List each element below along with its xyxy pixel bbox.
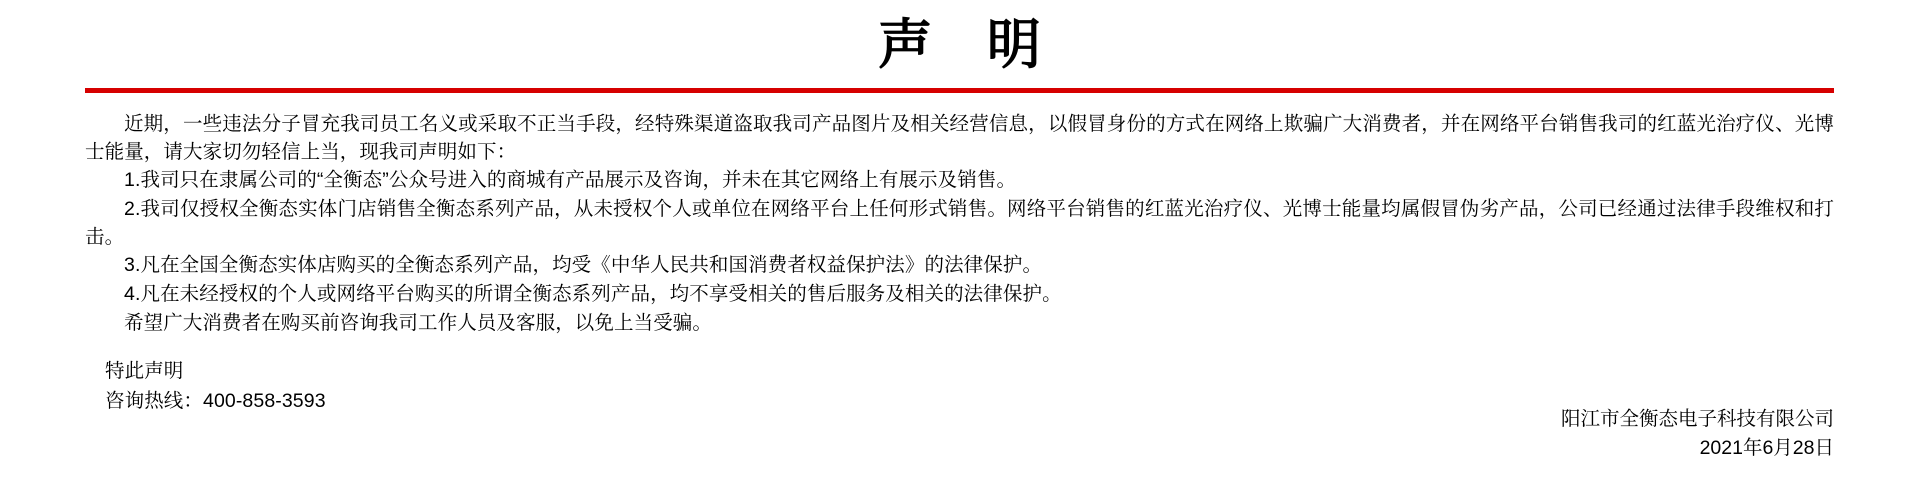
title-divider [85,88,1834,93]
paragraph-hope: 希望广大消费者在购买前咨询我司工作人员及客服，以免上当受骗。 [124,311,713,334]
closing-statement: 特此声明 [105,359,184,382]
signature-company: 阳江市全衡态电子科技有限公司 [1560,408,1834,431]
paragraph-intro: 近期，一些违法分子冒充我司员工名义或采取不正当手段，经特殊渠道盗取我司产品图片及相关经营信息，以假冒身份的方式在网络上欺骗广大消费者，并在网络平台销售我司的红蓝光治疗仪、光博士能量，请大家切勿轻信上当，现我司声明如下： [85,113,1834,163]
paragraph-item-4: 4.凡在未经授权的个人或网络平台购买的所谓全衡态系列产品，均不享受相关的售后服务及相关的法律保护。 [124,283,1062,306]
paragraph-item-2: 2.我司仅授权全衡态实体门店销售全衡态系列产品，从未授权个人或单位在网络平台上任何形式销售。网络平台销售的红蓝光治疗仪、光博士能量均属假冒伪劣产品，公司已经通过法律手段维权和打击。 [85,198,1834,248]
signature-date: 2021年6月28日 [1699,436,1834,459]
closing-hotline: 咨询热线：400-858-3593 [105,390,326,413]
signature-block [1561,405,1834,462]
paragraph-item-3: 3.凡在全国全衡态实体店购买的全衡态系列产品，均受《中华人民共和国消费者权益保护法》的法律保护。 [124,254,1043,277]
document-body [85,111,1834,416]
page-title: 声 明 [878,13,1059,76]
paragraph-item-1: 1.我司只在隶属公司的“全衡态”公众号进入的商城有产品展示及咨询，并未在其它网络上有展示及销售。 [124,169,1017,192]
